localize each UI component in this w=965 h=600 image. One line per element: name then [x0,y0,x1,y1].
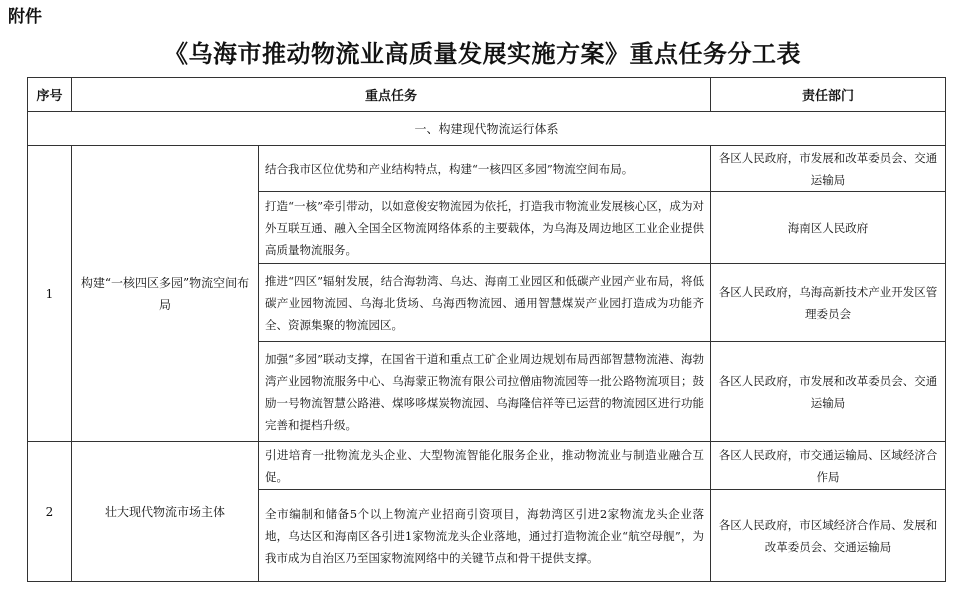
section-title: 一、构建现代物流运行体系 [28,112,946,146]
task-area: 构建“一核四区多园”物流空间布局 [72,146,259,442]
item-number: 1 [28,146,72,442]
column-header-no: 序号 [28,78,72,112]
responsible-dept: 各区人民政府，市发展和改革委员会、交通运输局 [711,342,946,442]
task-area: 壮大现代物流市场主体 [72,442,259,582]
annex-label: 附件 [8,7,42,27]
document-title: 《乌海市推动物流业高质量发展实施方案》重点任务分工表 [164,40,801,68]
column-header-task: 重点任务 [72,78,711,112]
column-header-dept: 责任部门 [711,78,946,112]
task-text: 结合我市区位优势和产业结构特点，构建“一核四区多园”物流空间布局。 [259,146,711,192]
table-row [28,146,946,192]
responsible-dept: 各区人民政府，市发展和改革委员会、交通运输局 [711,146,946,192]
section-row [28,112,946,146]
responsible-dept: 海南区人民政府 [711,192,946,264]
task-text: 推进“四区”辐射发展，结合海勃湾、乌达、海南工业园区和低碳产业园产业布局，将低碳产业园物流园、乌海北货场、乌海西物流园、通用智慧煤炭产业园打造成为功能齐全、资源集聚的物流园区。 [259,264,711,342]
task-text: 加强“多园”联动支撑，在国省干道和重点工矿企业周边规划布局西部智慧物流港、海勃湾产业园物流服务中心、乌海蒙正物流有限公司拉僧庙物流园等一批公路物流项目；鼓励一号物流智慧公路港、煤哆哆煤炭物流园、乌海隆信祥等已运营的物流园区进行功能完善和提档升级。 [259,342,711,442]
responsible-dept: 各区人民政府，市区域经济合作局、发展和改革委员会、交通运输局 [711,490,946,582]
table-row [28,442,946,490]
responsible-dept: 各区人民政府，乌海高新技术产业开发区管理委员会 [711,264,946,342]
table-header-row [28,78,946,112]
task-division-table [27,77,946,582]
task-text: 引进培育一批物流龙头企业、大型物流智能化服务企业，推动物流业与制造业融合互促。 [259,442,711,490]
item-number: 2 [28,442,72,582]
responsible-dept: 各区人民政府，市交通运输局、区域经济合作局 [711,442,946,490]
task-text: 打造“一核”牵引带动，以如意俊安物流园为依托，打造我市物流业发展核心区，成为对外互联互通、融入全国全区物流网络体系的主要载体，为乌海及周边地区工业企业提供高质量物流服务。 [259,192,711,264]
task-text: 全市编制和储备5个以上物流产业招商引资项目，海勃湾区引进2家物流龙头企业落地，乌达区和海南区各引进1家物流龙头企业落地，通过打造物流企业“航空母舰”，为我市成为自治区乃至国家物流网络中的关键节点和骨干提供支撑。 [259,490,711,582]
